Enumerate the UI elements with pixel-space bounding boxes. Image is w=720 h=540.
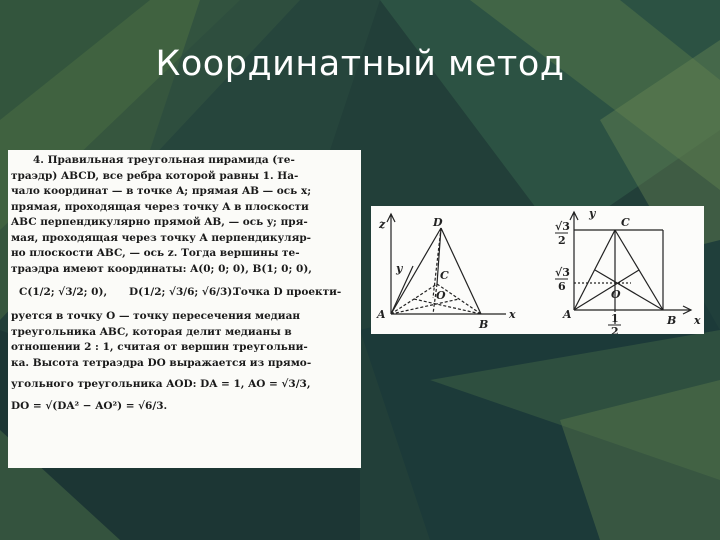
slide-title: Координатный метод — [155, 44, 565, 84]
label-b-right: B — [667, 314, 677, 327]
frac3-den: 2 — [611, 325, 619, 334]
label-z: z — [379, 218, 386, 231]
problem-line: отношении 2 : 1, считая от вершин треугольни- — [11, 341, 308, 353]
problem-line: угольного треугольника AOD: DA = 1, AO = √3/3, — [11, 378, 311, 390]
label-o-right: O — [611, 288, 621, 301]
coord-c: C(1/2; √3/2; 0), — [19, 286, 108, 298]
right-diagram — [570, 212, 691, 324]
problem-line: руется в точку O — точку пересечения медиан — [11, 310, 301, 322]
problem-line: чало координат — в точке A; прямая AB — ось x; — [11, 185, 312, 197]
label-b: B — [479, 318, 489, 331]
frac1-den: 2 — [558, 234, 566, 247]
tetrahedron-figure — [371, 206, 704, 334]
label-c-right: C — [621, 216, 630, 229]
problem-line: треугольника ABC, которая делит медианы в — [11, 325, 292, 338]
frac2-num: √3 — [555, 266, 570, 279]
label-y: y — [396, 262, 403, 275]
frac3-num: 1 — [611, 312, 619, 325]
label-d: D — [433, 216, 443, 229]
label-y-right: y — [589, 207, 596, 220]
left-diagram — [387, 214, 506, 314]
label-x: x — [509, 308, 516, 321]
frac1-num: √3 — [555, 220, 570, 233]
label-x-right: x — [694, 314, 701, 327]
problem-line: DO = √(DA² − AO²) = √6/3. — [11, 399, 168, 412]
problem-line: ABC перпендикулярно прямой AB, — ось y; пря- — [11, 216, 308, 228]
label-o: O — [436, 289, 446, 302]
problem-line: траэдра имеют координаты: A(0; 0; 0), B(1; 0; 0), — [11, 262, 312, 275]
problem-line: 4. Правильная треугольная пирамида (те- — [33, 154, 295, 166]
figure-svg — [371, 206, 704, 334]
problem-line: прямая, проходящая через точку A в плоскости — [11, 200, 309, 213]
problem-line: ка. Высота тетраэдра DO выражается из прямо- — [11, 356, 312, 369]
problem-text — [11, 153, 359, 414]
problem-line: мая, проходящая через точку A перпендикуляр- — [11, 231, 312, 244]
problem-line: но плоскости ABC, — ось z. Тогда вершины те- — [11, 247, 300, 259]
problem-line: траэдр) ABCD, все ребра которой равны 1. На- — [11, 169, 299, 182]
label-c: C — [440, 269, 449, 282]
frac2-den: 6 — [558, 280, 566, 293]
coord-d: D(1/2; √3/6; √6/3). — [129, 286, 236, 298]
coordinates-line — [11, 277, 359, 309]
label-a-right: A — [563, 308, 572, 321]
problem-card — [8, 150, 361, 468]
label-a: A — [377, 308, 386, 321]
projection-start: Точка D проекти- — [233, 286, 342, 298]
